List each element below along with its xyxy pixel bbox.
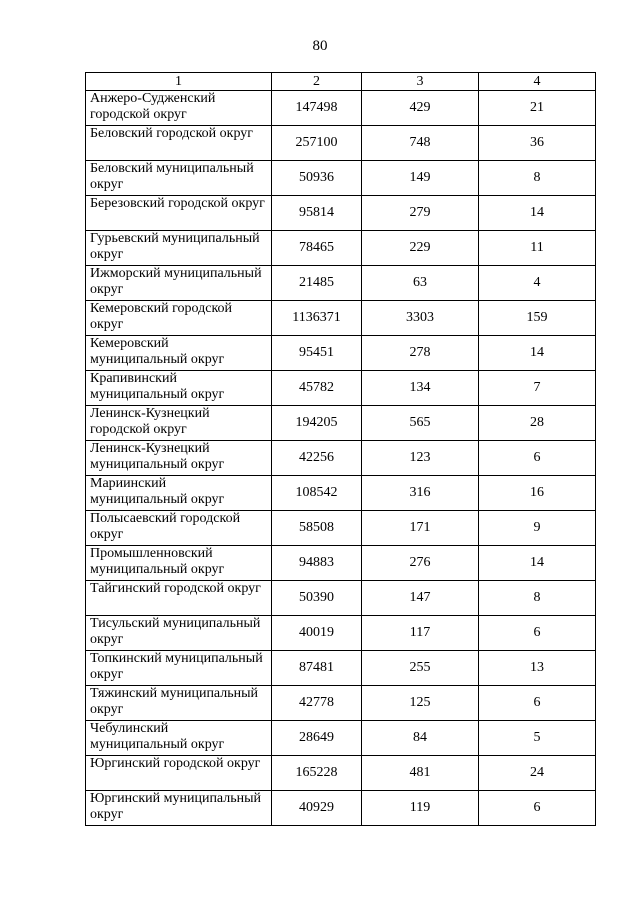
count-cell: 159 [479,301,596,336]
table-row [86,756,596,791]
table-header-row [86,73,596,91]
count-cell: 16 [479,476,596,511]
value-cell: 565 [362,406,479,441]
value-cell: 229 [362,231,479,266]
population-cell: 94883 [272,546,362,581]
population-cell: 21485 [272,266,362,301]
district-name-cell: Ижморский муниципальный округ [86,266,272,301]
table-body [86,91,596,826]
count-cell: 6 [479,791,596,826]
count-cell: 7 [479,371,596,406]
table-row [86,126,596,161]
district-name-cell: Юргинский городской округ [86,756,272,791]
table-row [86,406,596,441]
district-name-cell: Мариинский муниципальный округ [86,476,272,511]
page-number: 80 [312,38,328,54]
district-name-cell: Тяжинский муниципальный округ [86,686,272,721]
population-cell: 40929 [272,791,362,826]
count-cell: 8 [479,581,596,616]
value-cell: 117 [362,616,479,651]
table-row [86,371,596,406]
column-header: 1 [86,73,272,91]
count-cell: 14 [479,196,596,231]
value-cell: 481 [362,756,479,791]
value-cell: 171 [362,511,479,546]
value-cell: 429 [362,91,479,126]
count-cell: 11 [479,231,596,266]
column-header: 4 [479,73,596,91]
table-row [86,161,596,196]
table-row [86,196,596,231]
count-cell: 9 [479,511,596,546]
table-row [86,546,596,581]
district-name-cell: Кемеровский городской округ [86,301,272,336]
district-name-cell: Полысаевский городской округ [86,511,272,546]
population-cell: 50936 [272,161,362,196]
population-cell: 87481 [272,651,362,686]
value-cell: 278 [362,336,479,371]
value-cell: 748 [362,126,479,161]
population-cell: 194205 [272,406,362,441]
population-cell: 28649 [272,721,362,756]
district-name-cell: Анжеро-Судженский городской округ [86,91,272,126]
count-cell: 6 [479,686,596,721]
value-cell: 279 [362,196,479,231]
table-row [86,791,596,826]
district-name-cell: Чебулинский муниципальный округ [86,721,272,756]
population-cell: 257100 [272,126,362,161]
value-cell: 123 [362,441,479,476]
value-cell: 316 [362,476,479,511]
count-cell: 14 [479,336,596,371]
population-cell: 58508 [272,511,362,546]
value-cell: 255 [362,651,479,686]
count-cell: 6 [479,616,596,651]
population-cell: 1136371 [272,301,362,336]
population-cell: 45782 [272,371,362,406]
value-cell: 84 [362,721,479,756]
count-cell: 8 [479,161,596,196]
table-row [86,476,596,511]
count-cell: 36 [479,126,596,161]
table-row [86,266,596,301]
district-name-cell: Березовский городской округ [86,196,272,231]
population-cell: 42778 [272,686,362,721]
value-cell: 119 [362,791,479,826]
district-name-cell: Ленинск-Кузнецкий городской округ [86,406,272,441]
district-name-cell: Юргинский муниципальный округ [86,791,272,826]
table-row [86,686,596,721]
district-name-cell: Ленинск-Кузнецкий муниципальный округ [86,441,272,476]
count-cell: 6 [479,441,596,476]
population-cell: 40019 [272,616,362,651]
table-row [86,511,596,546]
table-row [86,231,596,266]
table-row [86,581,596,616]
count-cell: 24 [479,756,596,791]
district-name-cell: Крапивинский муниципальный округ [86,371,272,406]
table-row [86,721,596,756]
count-cell: 13 [479,651,596,686]
value-cell: 134 [362,371,479,406]
table-row [86,441,596,476]
district-name-cell: Промышленновский муниципальный округ [86,546,272,581]
value-cell: 147 [362,581,479,616]
value-cell: 149 [362,161,479,196]
district-name-cell: Тайгинский городской округ [86,581,272,616]
population-cell: 165228 [272,756,362,791]
column-header: 3 [362,73,479,91]
population-cell: 78465 [272,231,362,266]
count-cell: 5 [479,721,596,756]
count-cell: 21 [479,91,596,126]
count-cell: 4 [479,266,596,301]
population-cell: 42256 [272,441,362,476]
table-row [86,651,596,686]
population-cell: 95814 [272,196,362,231]
table-row [86,336,596,371]
count-cell: 28 [479,406,596,441]
data-table [85,72,596,826]
table-row [86,301,596,336]
table-row [86,91,596,126]
population-cell: 95451 [272,336,362,371]
column-header: 2 [272,73,362,91]
district-name-cell: Беловский городской округ [86,126,272,161]
district-name-cell: Топкинский муниципальный округ [86,651,272,686]
district-name-cell: Беловский муниципальный округ [86,161,272,196]
population-cell: 147498 [272,91,362,126]
district-name-cell: Кемеровский муниципальный округ [86,336,272,371]
value-cell: 3303 [362,301,479,336]
district-name-cell: Гурьевский муниципальный округ [86,231,272,266]
value-cell: 276 [362,546,479,581]
population-cell: 108542 [272,476,362,511]
population-cell: 50390 [272,581,362,616]
value-cell: 63 [362,266,479,301]
value-cell: 125 [362,686,479,721]
table-row [86,616,596,651]
count-cell: 14 [479,546,596,581]
district-name-cell: Тисульский муниципальный округ [86,616,272,651]
